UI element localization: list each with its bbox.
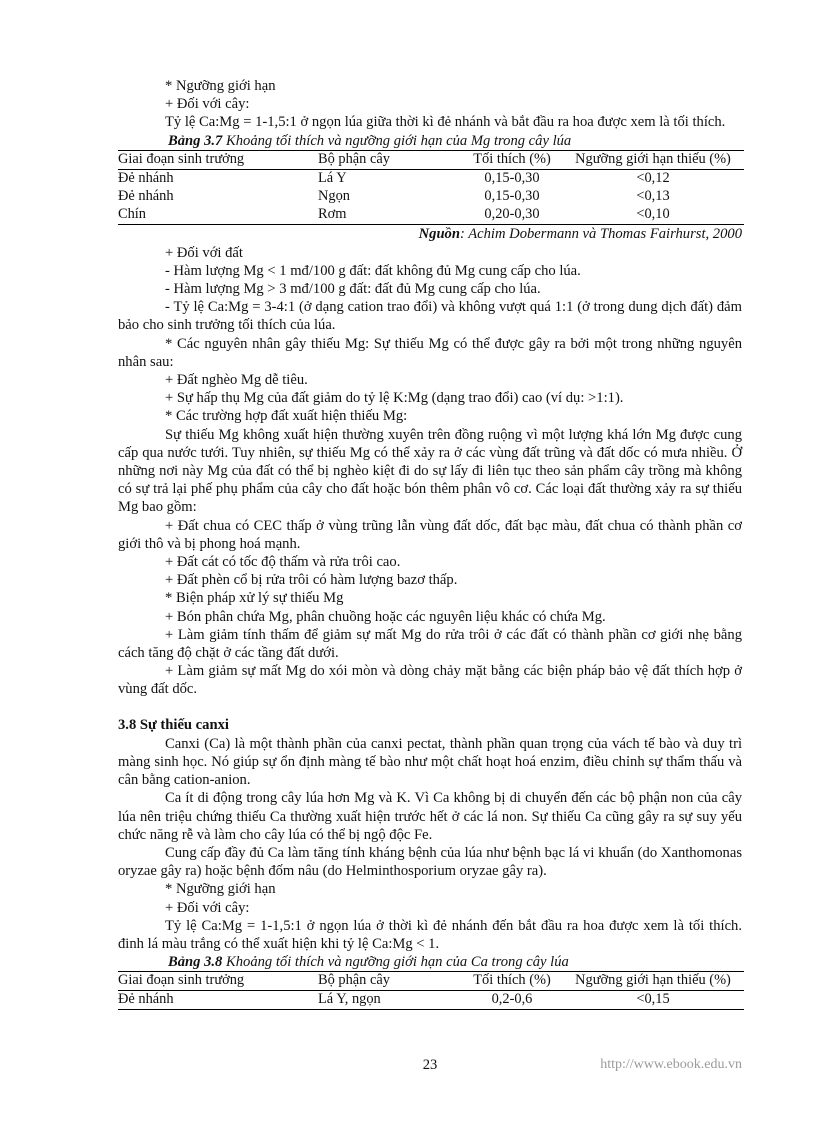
paragraph: Sự thiếu Mg không xuất hiện thường xuyên trên đồng ruộng vì một lượng khá lớn Mg được cung cấp qua nước tưới. Tuy nhiên, sự thiếu Mg có thể xảy ra ở các vùng đất trũng và đất dốc có mưa nhiều. Ở những nơi này Mg của đất có thể bị nghèo kiệt đi do sự lấy đi liên tục theo sản phẩm cây trồng mà không có sự trả lại phế phụ phẩm của cây cho đất hoặc bón thêm phân vô cơ. Các loại đất thường xảy ra sự thiếu Mg bao gồm: <box>118 426 742 516</box>
paragraph: + Đất nghèo Mg dễ tiêu. <box>165 372 308 389</box>
table-cell: <0,15 <box>562 991 744 1010</box>
table-source <box>118 225 742 244</box>
table-header-cell: Ngưỡng giới hạn thiếu (%) <box>562 972 744 991</box>
table-source-label: Nguồn <box>418 225 460 242</box>
paragraph: * Ngưỡng giới hạn <box>165 78 276 94</box>
table-header-row <box>118 972 744 991</box>
paragraph: Tỷ lệ Ca:Mg = 1-1,5:1 ở ngọn lúa ở thời kì đẻ nhánh đến bắt đầu ra hoa được xem là tối thích. đinh lá màu trắng có thể xuất hiện khi tỷ lệ Ca:Mg < 1. <box>118 917 742 952</box>
paragraph: * Các nguyên nhân gây thiếu Mg: Sự thiếu Mg có thể được gây ra bởi một trong những nguyên nhân sau: <box>118 335 742 370</box>
paragraph: Canxi (Ca) là một thành phần của canxi pectat, thành phần quan trọng của vách tế bào và duy trì màng sinh học. Nó giúp sự ổn định màng tế bào như một chất hoạt hoá enzim, điều chỉnh sự thẩm thấu và cân bằng cation-anion. <box>118 735 742 789</box>
paragraph: + Làm giảm tính thấm để giảm sự mất Mg do rửa trôi ở các đất có thành phần cơ giới nhẹ bằng cách tăng độ chặt ở các tầng đất dưới. <box>118 626 742 662</box>
table-header-cell: Tối thích (%) <box>462 972 562 991</box>
paragraph: * Các trường hợp đất xuất hiện thiếu Mg: <box>165 408 408 425</box>
page-footer <box>118 1057 742 1077</box>
paragraph: * Biện pháp xử lý sự thiếu Mg <box>165 590 344 607</box>
page-number: 23 <box>422 1057 438 1073</box>
footer-url[interactable]: http://www.ebook.edu.vn <box>600 1057 742 1072</box>
table-caption-text: Khoảng tối thích và ngưỡng giới hạn của Mg trong cây lúa <box>222 132 572 149</box>
paragraph: + Đất chua có CEC thấp ở vùng trũng lẫn vùng đất dốc, đất bạc màu, đất chua có thành phần cơ giới thô và bị phong hoá mạnh. <box>118 517 742 552</box>
paragraph: * Ngưỡng giới hạn <box>165 881 276 898</box>
table-header-cell: Ngưỡng giới hạn thiếu (%) <box>562 150 744 169</box>
table-cell: Chín <box>118 206 310 225</box>
table-cell: 0,2-0,6 <box>462 991 562 1010</box>
table-cell: Rơm <box>310 206 462 225</box>
paragraph: + Làm giảm sự mất Mg do xói mòn và dòng chảy mặt bằng các biện pháp bảo vệ đất thích hợp ở vùng đất dốc. <box>118 663 742 698</box>
table-cell: 0,15-0,30 <box>484 187 540 204</box>
table-cell: <0,12 <box>636 169 670 186</box>
paragraph: + Sự hấp thụ Mg của đất giảm do tỷ lệ K:Mg (dạng trao đổi) cao (ví dụ: >1:1). <box>165 390 624 407</box>
table-caption <box>118 132 742 150</box>
table-cell: Lá Y, ngọn <box>310 991 462 1010</box>
section-heading: 3.8 Sự thiếu canxi <box>118 716 229 733</box>
table-caption <box>118 953 742 971</box>
table-cell: Lá Y <box>318 169 347 186</box>
paragraph: - Hàm lượng Mg < 1 mđ/100 g đất: đất không đủ Mg cung cấp cho lúa. <box>165 262 581 279</box>
table-row <box>118 169 744 188</box>
paragraph: Ca ít di động trong cây lúa hơn Mg và K. Vì Ca không bị di chuyển đến các bộ phận non của cây lúa nên triệu chứng thiếu Ca thường xuất hiện trước hết ở các lá non. Sự thiếu Ca cũng gây ra sự suy yếu chức năng rễ và làm cho cây lúa có thể bị ngộ độc Fe. <box>118 790 742 843</box>
table-cell: Ngọn <box>318 187 350 204</box>
table-caption-label: Bảng 3.7 <box>168 132 223 149</box>
table-row <box>118 188 744 206</box>
table-cell: Đẻ nhánh <box>118 187 174 204</box>
table-header-cell: Giai đoạn sinh trưởng <box>118 972 310 991</box>
table-caption-text: Khoảng tối thích và ngưỡng giới hạn của Ca trong cây lúa <box>222 954 569 971</box>
paragraph: + Bón phân chứa Mg, phân chuồng hoặc các nguyên liệu khác có chứa Mg. <box>165 608 606 625</box>
table-cell: <0,10 <box>562 206 744 225</box>
table-row <box>118 206 744 225</box>
table-source-text: : Achim Dobermann và Thomas Fairhurst, 2000 <box>459 225 742 242</box>
table-header-cell: Tối thích (%) <box>462 150 562 169</box>
paragraph: - Tỷ lệ Ca:Mg = 3-4:1 (ở dạng cation trao đổi) và không vượt quá 1:1 (ở trong dung dịch đất) đảm bảo cho sinh trưởng tối thích của lúa. <box>118 299 742 334</box>
table-row <box>118 991 744 1010</box>
paragraph: + Đối với đất <box>165 244 243 261</box>
table-header-cell: Giai đoạn sinh trưởng <box>118 150 310 169</box>
paragraph: + Đối với cây: <box>165 899 250 916</box>
paragraph: Cung cấp đầy đủ Ca làm tăng tính kháng bệnh của lúa như bệnh bạc lá vi khuẩn (do Xanthomonas oryzae gây ra) hoặc bệnh đốm nâu (do Helminthosporium oryzae gây ra). <box>118 844 742 880</box>
table-cell: Đẻ nhánh <box>118 991 310 1010</box>
paragraph: + Đối với cây: <box>165 96 250 113</box>
ca-threshold-table <box>118 971 744 1010</box>
table-cell: Đẻ nhánh <box>118 169 174 186</box>
table-header-cell: Bộ phận cây <box>310 972 462 991</box>
table-header-cell: Bộ phận cây <box>310 150 462 169</box>
table-cell: 0,15-0,30 <box>484 169 540 186</box>
paragraph: + Đất cát có tốc độ thấm và rửa trôi cao. <box>165 554 401 571</box>
paragraph: - Hàm lượng Mg > 3 mđ/100 g đất: đất đủ Mg cung cấp cho lúa. <box>165 281 541 298</box>
document-page <box>118 77 742 1010</box>
table-cell: 0,20-0,30 <box>462 206 562 225</box>
mg-threshold-table <box>118 150 744 225</box>
paragraph: + Đất phèn cổ bị rửa trôi có hàm lượng bazơ thấp. <box>165 572 458 589</box>
table-header-row <box>118 150 744 169</box>
paragraph: Tỷ lệ Ca:Mg = 1-1,5:1 ở ngọn lúa giữa thời kì đẻ nhánh và bắt đầu ra hoa được xem là tối thích. <box>165 114 726 131</box>
table-cell: <0,13 <box>636 187 670 204</box>
table-caption-label: Bảng 3.8 <box>168 954 223 971</box>
